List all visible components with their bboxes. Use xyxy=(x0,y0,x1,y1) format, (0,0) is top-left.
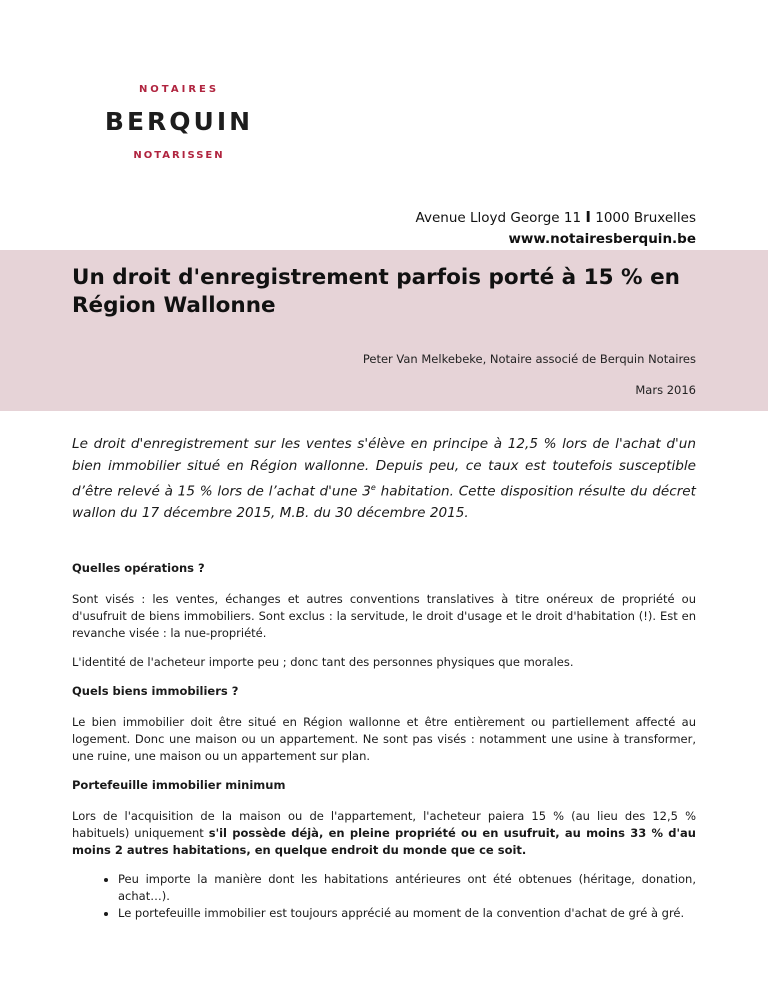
intro-text-b: habitation. Cette disposition résulte du décret wallon du 17 décembre 2015, M.B. du 30 décembre 2015. xyxy=(72,483,696,522)
paragraph-buyer-identity: L'identité de l'acheteur importe peu ; donc tant des personnes physiques que morales. xyxy=(72,655,574,669)
website-link[interactable]: www.notairesberquin.be xyxy=(508,231,696,247)
list-item: • Le portefeuille immobilier est toujours apprécié au moment de la convention d'achat de gré à gré. xyxy=(118,905,696,922)
logo-brand: BERQUIN xyxy=(104,107,254,136)
paragraph-operations: Sont visés : les ventes, échanges et autres conventions translatives à titre onéreux de propriété ou d'usufruit de biens immobiliers. Sont exclus : la servitude, le droit d'usage et le droit d'habitation (!). Est en revanche visée : la nue-propriété. xyxy=(72,592,696,640)
portfolio-text: Lors de l'acquisition de la maison ou de l'appartement, l'acheteur paiera 15 % (au lieu des 12,5 % habituels) uniquement xyxy=(72,809,696,840)
intro-superscript: e xyxy=(370,483,376,492)
article-body xyxy=(72,560,696,922)
section-heading-operations: Quelles opérations ? xyxy=(72,561,205,575)
company-logo xyxy=(100,84,258,161)
paragraph-properties: Le bien immobilier doit être situé en Région wallonne et être entièrement ou partiellement affecté au logement. Donc une maison ou un appartement. Ne sont pas visés : notamment une usine à transformer, une ruine, une maison ou un appartement sur plan. xyxy=(72,715,696,763)
logo-notaires: NOTAIRES xyxy=(138,84,220,95)
section-heading-portfolio: Portefeuille immobilier minimum xyxy=(72,778,286,792)
list-item: • Peu importe la manière dont les habitations antérieures ont été obtenues (héritage, donation, achat…). xyxy=(118,871,696,905)
paragraph-portfolio xyxy=(72,808,696,859)
portfolio-list xyxy=(72,871,696,922)
article-intro xyxy=(72,434,696,525)
address-separator: I xyxy=(585,208,591,226)
article-date: Mars 2016 xyxy=(635,383,696,397)
article-author: Peter Van Melkebeke, Notaire associé de Berquin Notaires xyxy=(362,352,696,366)
office-address xyxy=(416,208,696,226)
intro-text-a: Le droit d'enregistrement sur les ventes s'élève en principe à 12,5 % lors de l'achat d'un bien immobilier situé en Région wallonne. Depuis peu, ce taux est toutefois susceptible d’être relevé à 15 % lors de l’achat d'une 3 xyxy=(72,436,696,500)
logo-notarissen: NOTARISSEN xyxy=(133,150,225,161)
section-heading-properties: Quels biens immobiliers ? xyxy=(72,684,239,698)
address-city: 1000 Bruxelles xyxy=(595,210,696,226)
portfolio-condition: s'il possède déjà, en pleine propriété ou en usufruit, au moins 33 % d'au moins 2 autres habitations, en quelque endroit du monde que ce soit. xyxy=(72,826,696,857)
article-title: Un droit d'enregistrement parfois porté à 15 % en Région Wallonne xyxy=(72,265,680,318)
address-street: Avenue Lloyd George 11 xyxy=(415,210,582,226)
